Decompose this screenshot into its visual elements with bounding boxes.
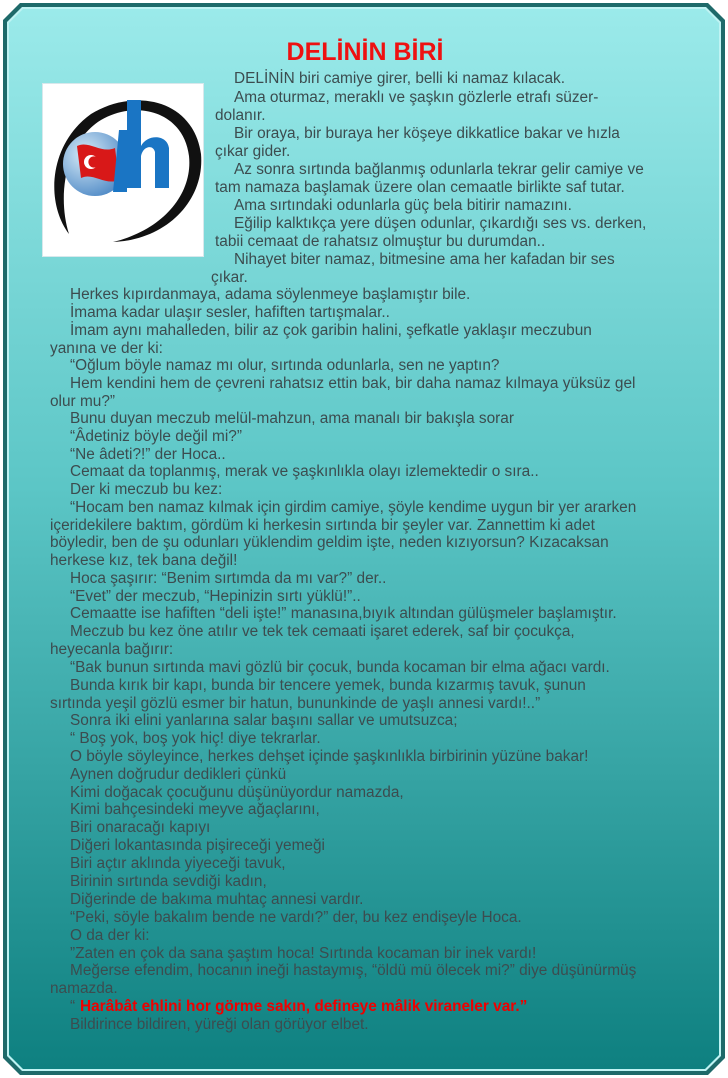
text-line: Sonra iki elini yanlarına salar başını sallar ve umutsuzca; (70, 712, 458, 729)
text-line: sırtında yeşil gözlü esmer bir hatun, bununkinde de yaşlı annesi vardı!..” (50, 695, 541, 712)
text-line: Diğerinde de bakıma muhtaç annesi vardır. (70, 891, 364, 908)
text-line: çıkar gider. (215, 143, 291, 160)
text-line: “Evet” der meczub, “Hepinizin sırtı yüklü!”.. (70, 588, 361, 605)
text-line: namazda. (50, 980, 118, 997)
text-line: “ (70, 998, 76, 1015)
text-line: DELİNİN biri camiye girer, belli ki namaz kılacak. (234, 70, 566, 87)
text-line: Cemaatte ise hafiften “deli işte!” manasına,bıyık altından gülüşmeler başlamıştır. (70, 605, 617, 622)
flag-crescent-cutout (88, 156, 99, 167)
text-line: heyecanla bağırır: (50, 641, 174, 658)
text-line: O da der ki: (70, 927, 150, 944)
text-line: Ama oturmaz, meraklı ve şaşkın gözlerle etrafı süzer- (234, 89, 599, 106)
text-line: Az sonra sırtında bağlanmış odunlarla tekrar gelir camiye ve (234, 161, 644, 178)
text-line: “Âdetiniz böyle değil mi?” (70, 428, 242, 445)
article-title: DELİNİN BİRİ (286, 38, 444, 66)
text-line: Herkes kıpırdanmaya, adama söylenmeye başlamıştır bile. (70, 286, 471, 303)
text-line: Bunu duyan meczub melül-mahzun, ama manalı bir bakışla sorar (70, 410, 514, 427)
text-line: Cemaat da toplanmış, merak ve şaşkınlıkla olayı izlemektedir o sıra.. (70, 463, 539, 480)
text-line: “Bak bunun sırtında mavi gözlü bir çocuk, bunda kocaman bir elma ağacı vardı. (70, 659, 610, 676)
text-line: Biri açtır aklında yiyeceği tavuk, (70, 855, 286, 872)
logo-h-arch (141, 137, 169, 188)
text-line: O böyle söyleyince, herkes dehşet içinde şaşkınlıkla birbirinin yüzüne bakar! (70, 748, 589, 765)
text-line: Meczub bu kez öne atılır ve tek tek cemaati işaret ederek, saf bir çocukça, (70, 623, 575, 640)
text-line: böyledir, ben de şu odunları yüklendim geldim işte, neden kızıyorsun? Kızacaksan (50, 534, 609, 551)
text-line: tabii cemaat de rahatsız olmuştur bu durumdan.. (215, 233, 546, 250)
text-line: Diğeri lokantasında pişireceği yemeği (70, 837, 325, 854)
text-line: Biri onaracağı kapıyı (70, 819, 211, 836)
text-line: Hoca şaşırır: “Benim sırtımda da mı var?” der.. (70, 570, 387, 587)
text-line: Der ki meczub bu kez: (70, 481, 223, 498)
text-line: Ama sırtındaki odunlarla güç bela bitirir namazını. (234, 197, 572, 214)
text-line: İmam aynı mahalleden, bilir az çok garibin halini, şefkatle yaklaşır meczubun (70, 322, 592, 339)
text-line: “Hocam ben namaz kılmak için girdim camiye, şöyle kendime uygun bir yer ararken (70, 499, 637, 516)
text-line: “ Boş yok, boş yok hiç! diye tekrarlar. (70, 730, 321, 747)
logo (42, 83, 204, 257)
logo-h-stem (127, 100, 141, 188)
text-line: olur mu?” (50, 393, 116, 410)
text-line: İmama kadar ulaşır sesler, hafiften tartışmalar.. (70, 304, 390, 321)
text-line: Nihayet biter namaz, bitmesine ama her kafadan bir ses (234, 251, 615, 268)
text-line: dolanır. (215, 107, 266, 124)
text-line: Bir oraya, bir buraya her köşeye dikkatlice bakar ve hızla (234, 125, 620, 142)
text-line: “Peki, söyle bakalım bende ne vardı?” der, bu kez endişeyle Hoca. (70, 909, 522, 926)
text-line: içeridekilere baktım, gördüm ki herkesin sırtında bir şeyler var. Zannettim ki adet (50, 517, 595, 534)
text-line: yanına ve der ki: (50, 340, 163, 357)
text-line: Eğilip kalktıkça yere düşen odunlar, çıkardığı ses vs. derken, (234, 215, 647, 232)
text-line: Birinin sırtında sevdiği kadın, (70, 873, 267, 890)
text-line: ”Zaten en çok da sana şaştım hoca! Sırtında kocaman bir inek vardı! (70, 945, 537, 962)
text-line: Meğerse efendim, hocanın ineği hastaymış, “öldü mü ölecek mi?” diye düşünürmüş (70, 962, 637, 979)
text-line: Bildirince bildiren, yüreği olan görüyor elbet. (70, 1016, 369, 1033)
dh-logo-with-turkish-flag-icon (43, 84, 203, 256)
text-line: “Ne âdeti?!” der Hoca.. (70, 446, 226, 463)
text-line: Bunda kırık bir kapı, bunda bir tencere yemek, bunda kızarmış tavuk, şunun (70, 677, 586, 694)
text-line: herkese kız, tek bana değil! (50, 552, 238, 569)
text-line: Kimi bahçesindeki meyve ağaçlarını, (70, 801, 320, 818)
text-line: Aynen doğrudur dedikleri çünkü (70, 766, 287, 783)
highlighted-quote: Harâbât ehlini hor görme sakın, defineye mâlik viraneler var.” (80, 998, 528, 1015)
text-line: Hem kendini hem de çevreni rahatsız ettin bak, bir daha namaz kılmaya yüksüz gel (70, 375, 636, 392)
text-line: çıkar. (211, 269, 248, 286)
text-line: Kimi doğacak çocuğunu düşünüyordur namazda, (70, 784, 404, 801)
text-line: “Oğlum böyle namaz mı olur, sırtında odunlarla, sen ne yaptın? (70, 357, 500, 374)
text-line: tam namaza başlamak üzere olan cemaatle birlikte saf tutar. (215, 179, 625, 196)
